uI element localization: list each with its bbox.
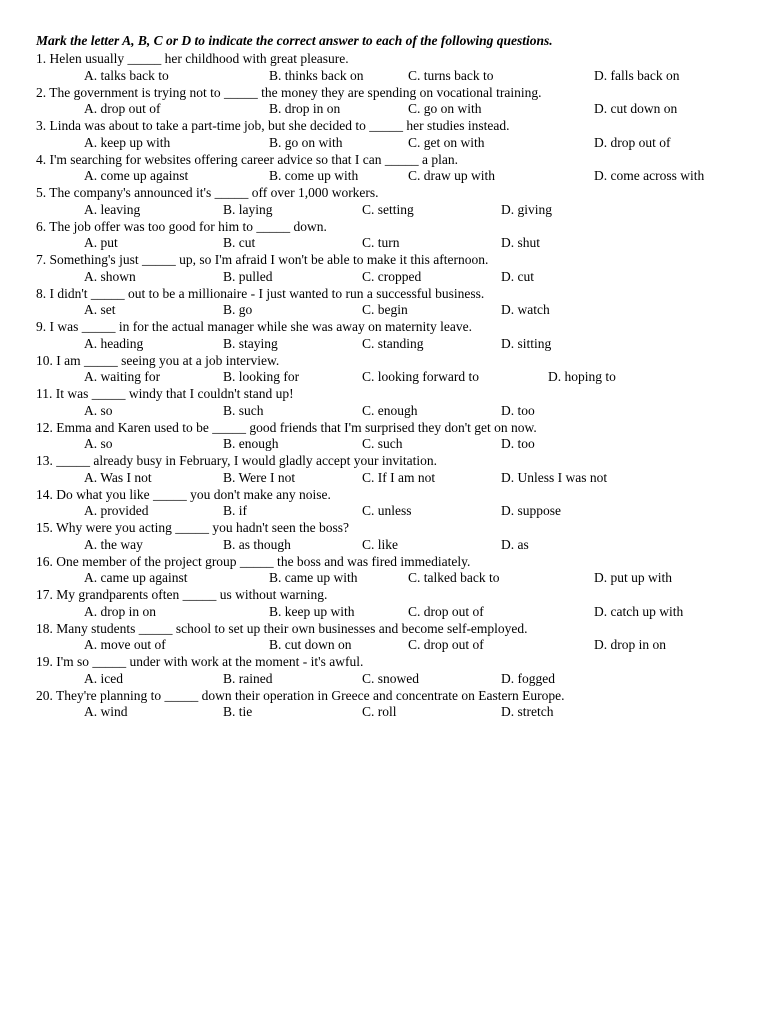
question-16-stem: 16. One member of the project group _____ the boss and was fired immediately. [36,553,471,569]
question-14-option-a: A. provided [84,503,149,519]
question-16-option-b: B. came up with [269,570,358,586]
question-1-option-d: D. falls back on [594,67,680,83]
question-7-option-b: B. pulled [223,268,273,284]
question-15-option-b: B. as though [223,536,291,552]
question-15-option-a: A. the way [84,536,143,552]
question-6-stem: 6. The job offer was too good for him to _____ down. [36,218,327,234]
question-11-stem: 11. It was _____ windy that I couldn't stand up! [36,386,294,401]
question-17-stem: 17. My grandparents often _____ us without warning. [36,587,328,602]
question-11-option-a: A. so [84,402,113,418]
question-18-option-a: A. move out of [84,637,166,653]
question-17-option-a: A. drop in on [84,603,156,619]
question-3-option-c: C. get on with [408,134,485,150]
question-3-stem: 3. Linda was about to take a part-time job, but she decided to _____ her studies instead. [36,118,510,133]
question-15-stem: 15. Why were you acting _____ you hadn't seen the boss? [36,520,349,535]
question-8-option-b: B. go [223,302,253,318]
question-15-option-d: D. as [501,536,529,552]
question-18-stem: 18. Many students _____ school to set up their own businesses and become self-employed. [36,620,528,636]
question-6-option-a: A. put [84,235,118,251]
question-10-option-d: D. hoping to [548,369,616,385]
question-12-option-d: D. too [501,436,535,452]
question-16-option-a: A. came up against [84,570,188,586]
question-19-option-b: B. rained [223,670,273,686]
question-4-option-a: A. come up against [84,168,189,184]
question-1-stem: 1. Helen usually _____ her childhood with great pleasure. [36,51,349,66]
question-7-option-a: A. shown [84,268,136,284]
question-20-option-d: D. stretch [501,704,554,720]
question-7-stem: 7. Something's just _____ up, so I'm afraid I won't be able to make it this afternoon. [36,252,489,267]
question-13-option-d: D. Unless I was not [501,469,608,485]
question-19-option-a: A. iced [84,670,123,686]
question-1-option-b: B. thinks back on [269,67,364,83]
question-7-option-d: D. cut [501,268,534,284]
question-9-option-a: A. heading [84,335,144,351]
instruction-heading: Mark the letter A, B, C or D to indicate the correct answer to each of the following questions. [36,33,553,48]
question-2-option-d: D. cut down on [594,101,678,117]
question-11-option-c: C. enough [362,402,418,418]
question-7-option-c: C. cropped [362,268,422,284]
question-13-option-b: B. Were I not [223,469,296,485]
question-2-option-a: A. drop out of [84,101,161,117]
question-6-option-d: D. shut [501,235,541,251]
question-5-option-b: B. laying [223,201,273,217]
question-4-option-b: B. come up with [269,168,359,184]
question-8-stem: 8. I didn't _____ out to be a millionaire - I just wanted to run a successful business. [36,285,485,301]
question-10-option-c: C. looking forward to [362,369,479,385]
question-8-option-d: D. watch [501,302,550,318]
question-6-option-b: B. cut [223,235,256,251]
question-8-option-c: C. begin [362,302,408,318]
question-10-option-b: B. looking for [223,369,300,385]
question-17-option-b: B. keep up with [269,603,355,619]
question-4-stem: 4. I'm searching for websites offering career advice so that I can _____ a plan. [36,151,459,167]
question-12-stem: 12. Emma and Karen used to be _____ good friends that I'm surprised they don't get on now. [36,419,537,435]
question-5-stem: 5. The company's announced it's _____ off over 1,000 workers. [36,185,379,200]
question-14-option-d: D. suppose [501,503,561,519]
question-17-option-d: D. catch up with [594,603,684,619]
question-18-option-b: B. cut down on [269,637,352,653]
question-11-option-b: B. such [223,402,264,418]
question-9-stem: 9. I was _____ in for the actual manager while she was away on maternity leave. [36,319,472,334]
question-3-option-b: B. go on with [269,134,343,150]
question-3-option-a: A. keep up with [84,134,171,150]
question-8-option-a: A. set [84,302,116,318]
question-16-option-d: D. put up with [594,570,673,586]
question-2-stem: 2. The government is trying not to _____ the money they are spending on vocational training. [36,84,542,100]
question-19-option-c: C. snowed [362,670,419,686]
question-14-option-c: C. unless [362,503,412,519]
question-17-option-c: C. drop out of [408,603,484,619]
question-13-option-c: C. If I am not [362,469,436,485]
question-9-option-c: C. standing [362,335,424,351]
question-1-option-a: A. talks back to [84,67,169,83]
question-14-option-b: B. if [223,503,248,519]
question-2-option-b: B. drop in on [269,101,341,117]
question-18-option-d: D. drop in on [594,637,666,653]
question-5-option-a: A. leaving [84,201,141,217]
question-4-option-c: C. draw up with [408,168,495,184]
question-12-option-b: B. enough [223,436,279,452]
question-20-option-b: B. tie [223,704,253,720]
question-9-option-b: B. staying [223,335,278,351]
question-3-option-d: D. drop out of [594,134,671,150]
question-2-option-c: C. go on with [408,101,482,117]
question-9-option-d: D. sitting [501,335,552,351]
question-5-option-c: C. setting [362,201,414,217]
question-5-option-d: D. giving [501,201,553,217]
question-18-option-c: C. drop out of [408,637,484,653]
question-13-option-a: A. Was I not [84,469,152,485]
question-20-option-a: A. wind [84,704,128,720]
question-20-option-c: C. roll [362,704,397,720]
question-10-option-a: A. waiting for [84,369,161,385]
question-12-option-c: C. such [362,436,403,452]
question-14-stem: 14. Do what you like _____ you don't make any noise. [36,486,331,502]
question-1-option-c: C. turns back to [408,67,494,83]
question-19-option-d: D. fogged [501,670,555,686]
question-16-option-c: C. talked back to [408,570,500,586]
question-13-stem: 13. _____ already busy in February, I would gladly accept your invitation. [36,453,438,468]
question-10-stem: 10. I am _____ seeing you at a job interview. [36,352,280,368]
question-11-option-d: D. too [501,402,535,418]
question-19-stem: 19. I'm so _____ under with work at the moment - it's awful. [36,654,364,669]
question-20-stem: 20. They're planning to _____ down their operation in Greece and concentrate on Eastern Europe. [36,687,565,703]
question-4-option-d: D. come across with [594,168,705,184]
question-6-option-c: C. turn [362,235,400,251]
question-15-option-c: C. like [362,536,398,552]
question-12-option-a: A. so [84,436,113,452]
